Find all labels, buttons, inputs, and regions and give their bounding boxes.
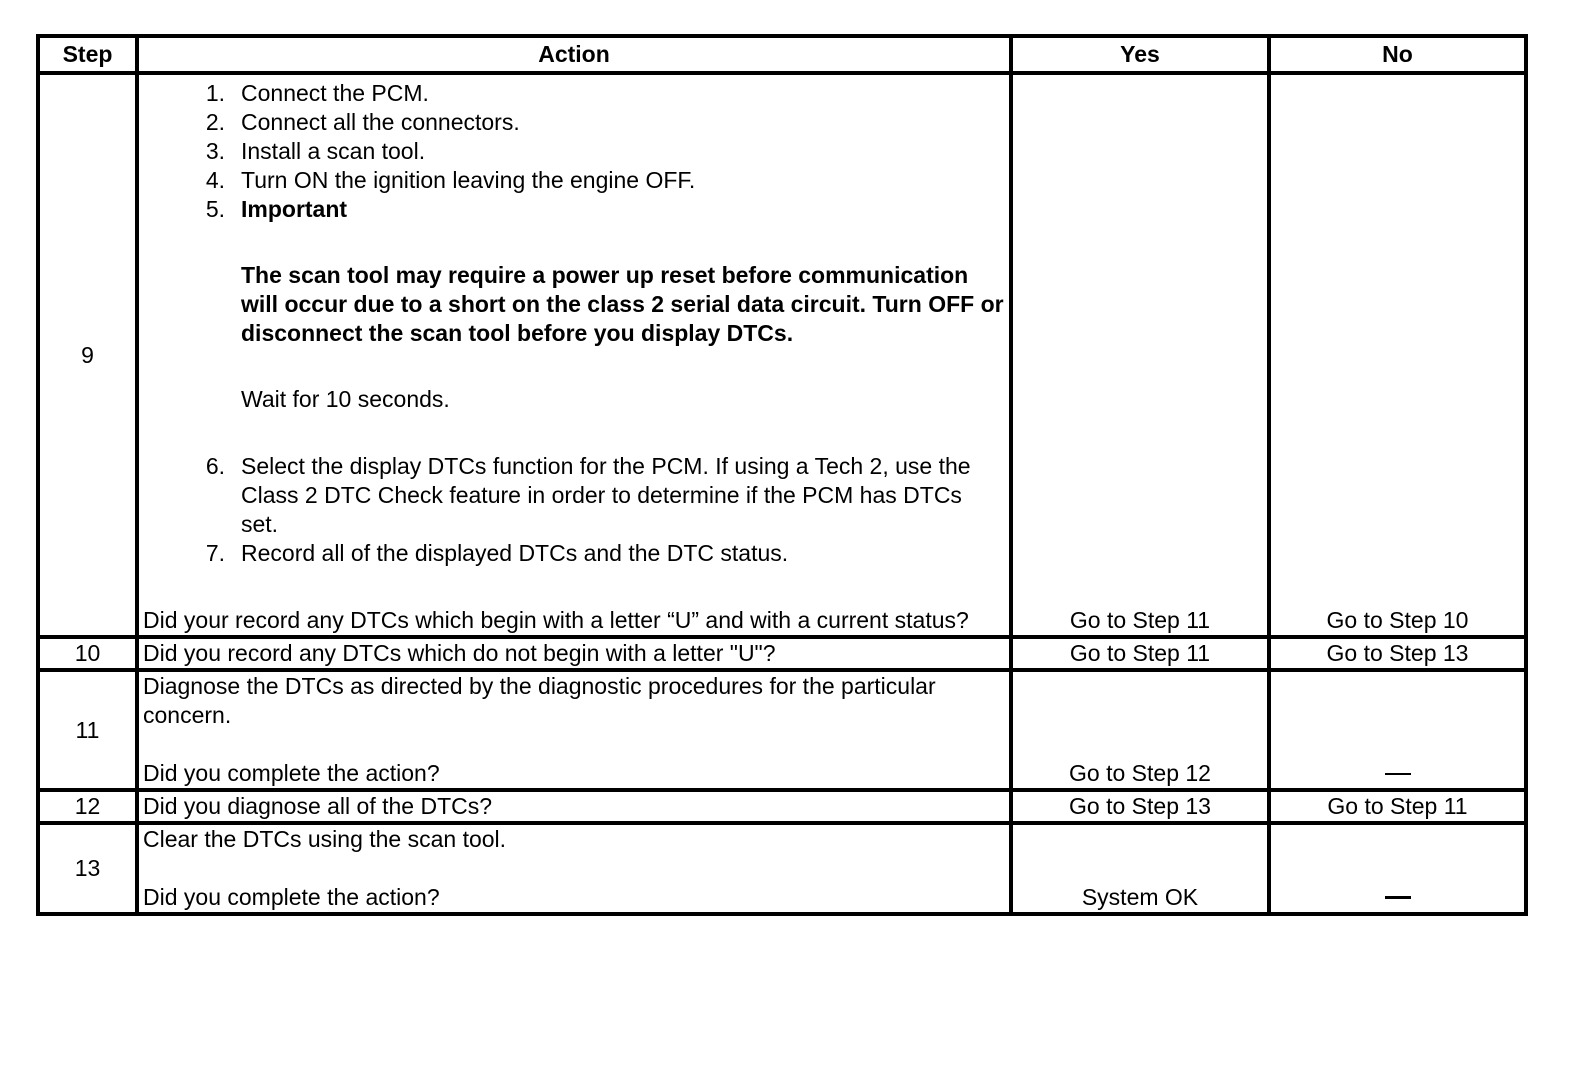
no-result: Go to Step 10 bbox=[1269, 73, 1526, 637]
header-row bbox=[38, 36, 1526, 73]
yes-result: System OK bbox=[1011, 823, 1269, 914]
list-item: 2. Connect all the connectors. bbox=[205, 109, 520, 135]
yes-result: Go to Step 11 bbox=[1011, 73, 1269, 637]
no-result: Go to Step 13 bbox=[1269, 637, 1526, 670]
step-number: 10 bbox=[38, 637, 137, 670]
step-number: 11 bbox=[38, 670, 137, 790]
list-item: 7. Record all of the displayed DTCs and the DTC status. bbox=[205, 540, 789, 566]
header-step: Step bbox=[38, 36, 137, 73]
list-item: 6. Select the display DTCs function for the PCM. If using a Tech 2, use the Class 2 DTC Check feature in order to determine if the PCM has DTCs set. bbox=[205, 453, 971, 537]
wait-instruction: Wait for 10 seconds. bbox=[241, 386, 450, 412]
diagnostic-document bbox=[36, 34, 1524, 916]
yes-result: Go to Step 12 bbox=[1011, 670, 1269, 790]
table-row-step-12 bbox=[38, 790, 1526, 823]
action-text: Clear the DTCs using the scan tool. bbox=[143, 826, 507, 852]
action-text: Diagnose the DTCs as directed by the diagnostic procedures for the particular concern. bbox=[143, 673, 936, 728]
action-cell bbox=[137, 670, 1011, 790]
step-number: 9 bbox=[38, 73, 137, 637]
header-yes: Yes bbox=[1011, 36, 1269, 73]
action-question: Did you complete the action? bbox=[143, 884, 440, 910]
list-item: 1. Connect the PCM. bbox=[205, 80, 429, 106]
table-row-step-9 bbox=[38, 73, 1526, 637]
list-item: 3. Install a scan tool. bbox=[205, 138, 426, 164]
not-applicable-dash bbox=[1385, 896, 1411, 899]
diagnostic-table bbox=[36, 34, 1528, 916]
action-cell bbox=[137, 823, 1011, 914]
header-no: No bbox=[1269, 36, 1526, 73]
no-result bbox=[1269, 823, 1526, 914]
action-question: Did you complete the action? bbox=[143, 760, 440, 786]
important-title: Important bbox=[241, 196, 348, 222]
header-action: Action bbox=[137, 36, 1011, 73]
procedure-list bbox=[143, 79, 1005, 568]
no-result bbox=[1269, 670, 1526, 790]
action-cell bbox=[137, 73, 1011, 637]
action-question: Did your record any DTCs which begin with a letter “U” and with a current status? bbox=[143, 607, 969, 633]
important-note: The scan tool may require a power up reset before communication will occur due to a short on the class 2 serial data circuit. Turn OFF or disconnect the scan tool before you display DTCs. bbox=[241, 262, 1004, 346]
no-result: Go to Step 11 bbox=[1269, 790, 1526, 823]
action-question: Did you diagnose all of the DTCs? bbox=[137, 790, 1011, 823]
step-number: 12 bbox=[38, 790, 137, 823]
action-question: Did you record any DTCs which do not begin with a letter "U"? bbox=[137, 637, 1011, 670]
not-applicable-dash bbox=[1385, 773, 1411, 775]
list-item-important: 5. Important The scan tool may require a power up reset before communication will occur due to a short on the class 2 serial data circuit. Turn OFF or disconnect the scan tool before you display DTCs. Wait for 10 seconds. bbox=[205, 196, 1004, 412]
step-number: 13 bbox=[38, 823, 137, 914]
yes-result: Go to Step 13 bbox=[1011, 790, 1269, 823]
table-row-step-11 bbox=[38, 670, 1526, 790]
table-row-step-13 bbox=[38, 823, 1526, 914]
list-item: 4. Turn ON the ignition leaving the engine OFF. bbox=[205, 167, 696, 193]
yes-result: Go to Step 11 bbox=[1011, 637, 1269, 670]
table-row-step-10 bbox=[38, 637, 1526, 670]
